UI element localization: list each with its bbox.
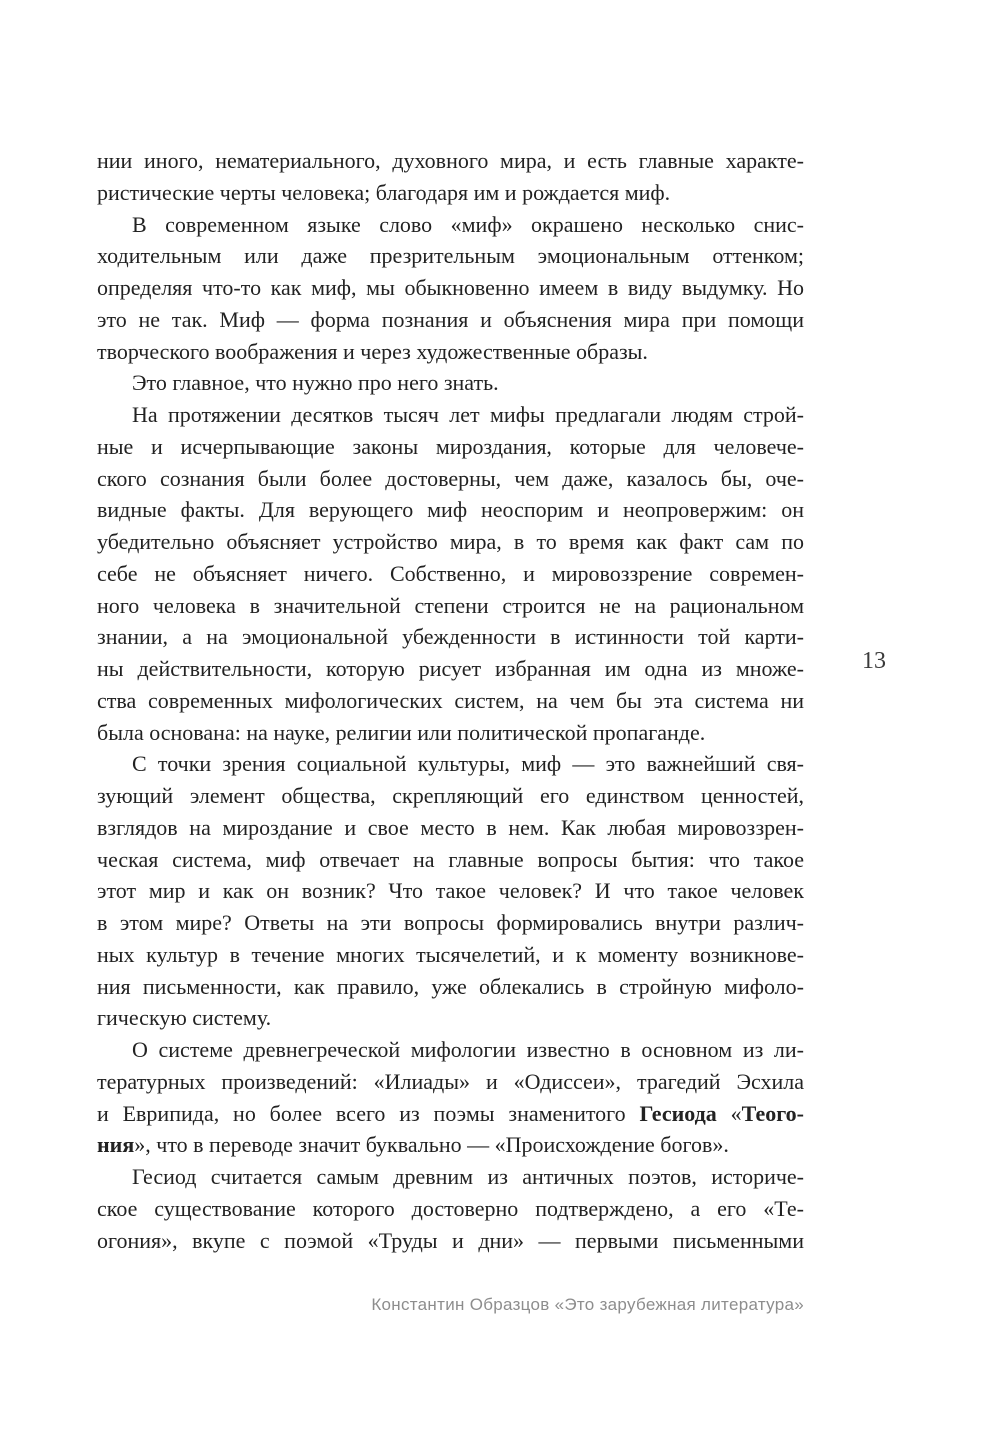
text-segment: Гесиод считается самым древним из античных поэтов, историче- bbox=[132, 1164, 804, 1189]
text-line bbox=[97, 399, 804, 431]
text-segment: ходительным или даже презрительным эмоциональным оттенком; bbox=[97, 243, 804, 269]
text-segment: себе не объясняет ничего. Собственно, и мировоззрение современ- bbox=[97, 560, 804, 586]
running-footer: Константин Образцов «Это зарубежная литература» bbox=[371, 1295, 804, 1314]
paragraph bbox=[97, 1034, 804, 1161]
body-text bbox=[97, 145, 804, 1256]
text-line bbox=[97, 336, 804, 368]
text-line bbox=[97, 717, 804, 749]
text-segment: О системе древнегреческой мифологии известно в основном из ли- bbox=[132, 1037, 804, 1062]
text-segment: была основана: на науке, религии или политической пропаганде. bbox=[97, 719, 706, 745]
text-segment: творческого воображения и через художественные образы. bbox=[97, 338, 648, 364]
text-line bbox=[97, 590, 804, 622]
bold-text-segment: Гесиода bbox=[639, 1100, 717, 1126]
text-segment: В современном языке слово «миф» окрашено несколько снис- bbox=[132, 211, 804, 237]
page-number: 13 bbox=[862, 648, 886, 674]
text-line bbox=[97, 272, 804, 304]
text-segment: ные и исчерпывающие законы мироздания, которые для человече- bbox=[97, 433, 804, 459]
text-segment: ского сознания были более достоверны, чем даже, казалось бы, оче- bbox=[97, 465, 804, 491]
text-line bbox=[97, 177, 804, 209]
text-segment: определяя что-то как миф, мы обыкновенно имеем в виду выдумку. Но bbox=[97, 275, 804, 300]
text-line bbox=[97, 685, 804, 717]
bold-text-segment: ния bbox=[97, 1132, 135, 1158]
text-line bbox=[97, 494, 804, 526]
text-line bbox=[97, 621, 804, 653]
paragraph bbox=[97, 399, 804, 748]
text-line bbox=[97, 304, 804, 336]
text-segment: в этом мире? Ответы на эти вопросы формировались внутри различ- bbox=[97, 910, 804, 935]
text-segment: », что в переводе значит буквально — «Происхождение богов». bbox=[134, 1132, 729, 1158]
text-line bbox=[97, 1034, 804, 1066]
paragraph bbox=[97, 748, 804, 1034]
text-line bbox=[97, 1225, 804, 1257]
text-line bbox=[97, 240, 804, 272]
text-line bbox=[97, 1129, 804, 1161]
text-segment: ного человека в значительной степени строится не на рациональном bbox=[97, 592, 804, 618]
text-segment: нии иного, нематериального, духовного мира, и есть главные характе- bbox=[97, 148, 804, 173]
text-line bbox=[97, 1098, 804, 1130]
text-segment: взглядов на мироздание и свое место в нем. Как любая мировоззрен- bbox=[97, 814, 804, 840]
text-line bbox=[97, 780, 804, 812]
text-segment: ны действительности, которую рисует избранная им одна из множе- bbox=[97, 656, 804, 681]
bold-text-segment: Теого- bbox=[741, 1100, 804, 1126]
text-segment: это не так. Миф — форма познания и объяснения мира при помощи bbox=[97, 306, 804, 332]
text-line bbox=[97, 431, 804, 463]
paragraph bbox=[97, 209, 804, 368]
text-segment: ства современных мифологических систем, на чем бы эта система ни bbox=[97, 687, 804, 713]
text-line bbox=[97, 939, 804, 971]
text-segment: На протяжении десятков тысяч лет мифы предлагали людям строй- bbox=[132, 402, 804, 427]
text-line bbox=[97, 526, 804, 558]
text-line bbox=[97, 844, 804, 876]
text-segment: ское существование которого достоверно подтверждено, а его «Те- bbox=[97, 1195, 804, 1221]
text-segment: Это главное, что нужно про него знать. bbox=[132, 370, 499, 396]
text-segment: этот мир и как он возник? Что такое человек? И что такое человек bbox=[97, 878, 804, 904]
text-line bbox=[97, 971, 804, 1003]
paragraph bbox=[97, 145, 804, 209]
text-segment: видные факты. Для верующего миф неоспорим и неопровержим: он bbox=[97, 497, 804, 523]
text-segment: огония», вкупе с поэмой «Труды и дни» — первыми письменными bbox=[97, 1227, 804, 1253]
text-segment: ческая система, миф отвечает на главные вопросы бытия: что такое bbox=[97, 846, 804, 872]
text-segment: С точки зрения социальной культуры, миф — это важнейший свя- bbox=[132, 751, 804, 777]
text-segment: и Еврипида, но более всего из поэмы знаменитого bbox=[97, 1100, 640, 1126]
text-segment: убедительно объясняет устройство мира, в то время как факт сам по bbox=[97, 529, 804, 554]
text-line bbox=[97, 812, 804, 844]
text-line bbox=[97, 748, 804, 780]
text-segment: гическую систему. bbox=[97, 1005, 272, 1031]
text-line bbox=[97, 875, 804, 907]
text-line bbox=[97, 145, 804, 177]
text-line bbox=[97, 463, 804, 495]
text-segment: знании, а на эмоциональной убежденности в истинности той карти- bbox=[97, 624, 804, 650]
text-segment: « bbox=[716, 1100, 742, 1126]
text-line bbox=[97, 653, 804, 685]
text-segment: тературных произведений: «Илиады» и «Одиссеи», трагедий Эсхила bbox=[97, 1068, 804, 1094]
text-line bbox=[97, 209, 804, 241]
paragraph bbox=[97, 367, 804, 399]
text-line bbox=[97, 1002, 804, 1034]
text-segment: ных культур в течение многих тысячелетий, и к моменту возникнове- bbox=[97, 941, 804, 967]
text-line bbox=[97, 558, 804, 590]
text-line bbox=[97, 907, 804, 939]
text-line bbox=[97, 367, 804, 399]
paragraph bbox=[97, 1161, 804, 1256]
text-segment: ния письменности, как правило, уже облекались в стройную мифоло- bbox=[97, 973, 804, 999]
text-line bbox=[97, 1066, 804, 1098]
text-line bbox=[97, 1193, 804, 1225]
text-segment: ристические черты человека; благодаря им и рождается миф. bbox=[97, 179, 671, 205]
text-line bbox=[97, 1161, 804, 1193]
text-segment: зующий элемент общества, скрепляющий его единством ценностей, bbox=[97, 783, 804, 808]
